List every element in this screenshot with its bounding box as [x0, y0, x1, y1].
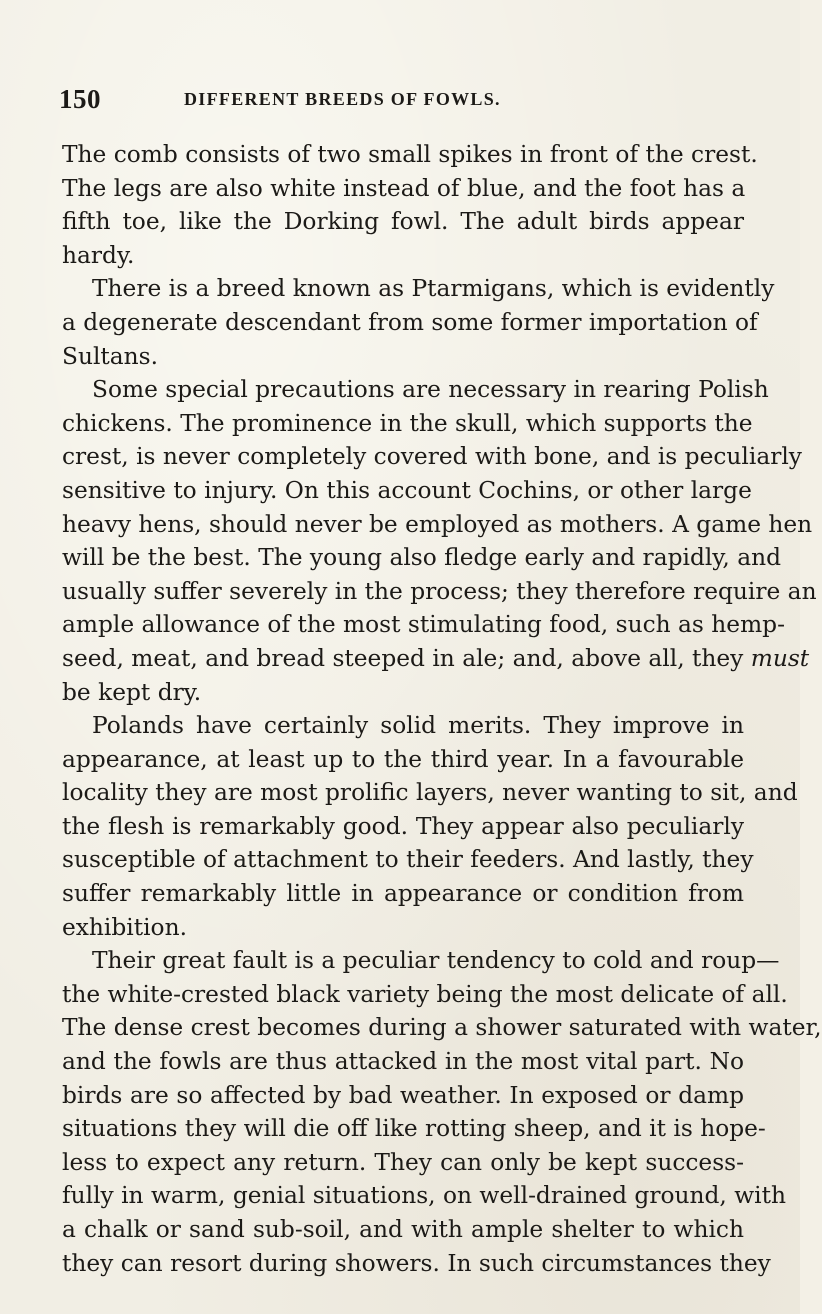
text-line: locality they are most prolific layers, never wanting to sit, and [62, 779, 798, 807]
text-line: will be the best. The young also fledge early and rapidly, and [62, 544, 781, 572]
text-line: be kept dry. [62, 678, 202, 706]
text-line: The legs are also white instead of blue, and the foot has a [62, 174, 746, 202]
text-line: a chalk or sand sub-soil, and with ample shelter to which [62, 1216, 744, 1243]
text-line: crest, is never completely covered with bone, and is peculiarly [62, 443, 802, 471]
text-line: ample allowance of the most stimulating food, such as hemp- [62, 611, 785, 639]
page-number: 150 [59, 84, 101, 114]
running-head: DIFFERENT BREEDS OF FOWLS. [184, 89, 501, 109]
text-line: sensitive to injury. On this account Cochins, or other large [62, 476, 752, 504]
text-line: Some special precautions are necessary in rearing Polish [92, 376, 769, 404]
text-line: fifth toe, like the Dorking fowl. The adult birds appear [62, 208, 744, 236]
text-line: Sultans. [62, 342, 159, 370]
text-line: situations they will die off like rotting sheep, and it is hope- [62, 1115, 766, 1143]
text-line: The dense crest becomes during a shower saturated with water, [62, 1014, 822, 1042]
text-fragment: seed, meat, and bread steeped in ale; and, above all, they [62, 644, 744, 672]
text-line: hardy. [62, 241, 135, 269]
text-line: and the fowls are thus attacked in the most vital part. No [62, 1048, 744, 1076]
text-line: a degenerate descendant from some former importation of [62, 308, 758, 336]
text-line: Their great fault is a peculiar tendency to cold and roup— [92, 947, 780, 975]
text-line: the flesh is remarkably good. They appear also peculiarly [62, 812, 744, 840]
text-line: fully in warm, genial situations, on well-drained ground, with [62, 1182, 787, 1210]
text-line: suffer remarkably little in appearance or condition from [62, 880, 744, 908]
text-line: heavy hens, should never be employed as mothers. A game hen [62, 510, 813, 538]
text-line: they can resort during showers. In such circumstances they [62, 1249, 771, 1277]
emphasized-word: must [750, 644, 810, 672]
text-line: birds are so affected by bad weather. In exposed or damp [62, 1081, 744, 1109]
text-line: susceptible of attachment to their feeders. And lastly, they [62, 846, 754, 874]
text-line: the white-crested black variety being the most delicate of all. [62, 980, 788, 1008]
text-line: chickens. The prominence in the skull, which supports the [62, 409, 753, 437]
text-line: less to expect any return. They can only be kept success- [62, 1148, 744, 1176]
page-header [59, 84, 699, 114]
text-line: The comb consists of two small spikes in front of the crest. [62, 141, 758, 168]
text-line: There is a breed known as Ptarmigans, which is evidently [92, 275, 775, 303]
text-line: exhibition. [62, 913, 187, 941]
text-line-with-emphasis [62, 642, 810, 676]
text-line: Polands have certainly solid merits. They improve in [92, 712, 744, 740]
body-text [62, 138, 822, 1280]
text-line: appearance, at least up to the third year. In a favourable [62, 745, 744, 773]
text-line: usually suffer severely in the process; they therefore require an [62, 577, 817, 605]
